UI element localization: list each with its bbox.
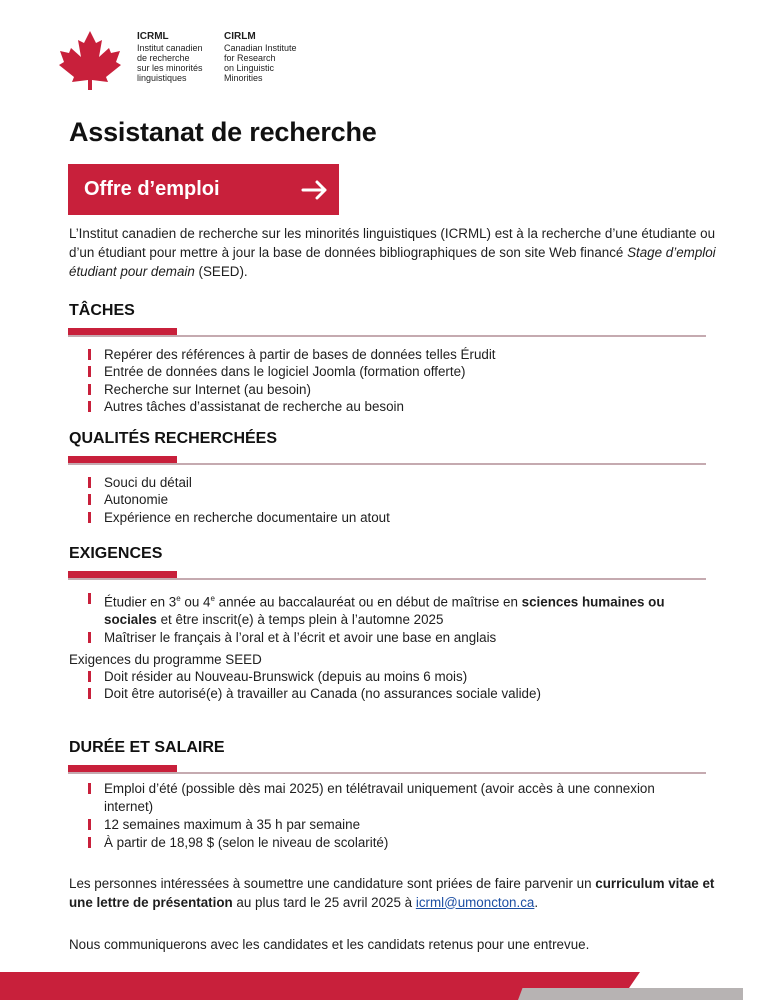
list-item: Maîtriser le français à l’oral et à l’écrit et avoir une base en anglais [88, 629, 718, 647]
list-item: Entrée de données dans le logiciel Joomla (formation offerte) [88, 363, 718, 380]
org-line: de recherche [137, 53, 190, 63]
org-line: sur les minorités [137, 63, 203, 73]
list-item: Étudier en 3e ou 4e année au baccalauréat ou en début de maîtrise en sciences humaines ou sociales et être inscrit(e) à temps plein à l’automne 2025 [88, 590, 718, 629]
org-name-en [224, 32, 297, 83]
seed-requirements-list [88, 668, 718, 703]
job-offer-label: Offre d’emploi [84, 178, 220, 200]
footer-gray-band [518, 988, 743, 1000]
org-abbr-fr: ICRML [137, 31, 169, 42]
org-line: Institut canadien [137, 43, 203, 53]
org-line: linguistiques [137, 73, 187, 83]
list-item: Recherche sur Internet (au besoin) [88, 381, 718, 398]
section-title-exigences: EXIGENCES [69, 545, 163, 562]
qualities-list [88, 474, 718, 526]
intro-text: L’Institut canadien de recherche sur les minorités linguistiques (ICRML) est à la recherche d’une étudiante ou d’un étudiant pour mettre à jour la base de données bibliographiques de son site Web financé [69, 226, 716, 260]
list-item: Doit résider au Nouveau-Brunswick (depuis au moins 6 mois) [88, 668, 718, 685]
job-offer-banner [68, 164, 339, 215]
list-item: Expérience en recherche documentaire un atout [88, 509, 718, 526]
section-title-taches: TÂCHES [69, 302, 135, 319]
list-item: Repérer des références à partir de bases de données telles Érudit [88, 346, 718, 363]
contact-email-link[interactable]: icrml@umoncton.ca [415, 894, 535, 910]
list-item: Autonomie [88, 491, 718, 508]
org-line: Minorities [224, 73, 263, 83]
section-divider [68, 456, 706, 466]
section-divider [68, 765, 706, 775]
list-item: Emploi d’été (possible dès mai 2025) en télétravail uniquement (avoir accès à une connexion internet) [88, 780, 668, 816]
org-line: Canadian Institute [224, 43, 297, 53]
section-title-duree: DURÉE ET SALAIRE [69, 739, 225, 756]
org-line: for Research [224, 53, 276, 63]
section-divider [68, 571, 706, 581]
seed-requirements-title: Exigences du programme SEED [69, 652, 262, 667]
requirements-list [88, 590, 718, 647]
list-item: À partir de 18,98 $ (selon le niveau de scolarité) [88, 834, 668, 852]
list-item: 12 semaines maximum à 35 h par semaine [88, 816, 668, 834]
section-title-qualites: QUALITÉS RECHERCHÉES [69, 430, 278, 447]
closing-note: Nous communiquerons avec les candidates et les candidats retenus pour une entrevue. [69, 937, 590, 952]
task-list [88, 346, 718, 415]
org-abbr-en: CIRLM [224, 31, 256, 42]
intro-paragraph [69, 224, 729, 281]
section-divider [68, 328, 706, 338]
list-item: Autres tâches d’assistanat de recherche au besoin [88, 398, 718, 415]
org-name-fr [137, 32, 203, 83]
arrow-right-icon [301, 180, 329, 200]
page-title: Assistanat de recherche [69, 117, 377, 147]
duration-salary-list [88, 780, 668, 852]
list-item: Souci du détail [88, 474, 718, 491]
maple-leaf-icon [58, 30, 122, 90]
list-item: Doit être autorisé(e) à travailler au Canada (no assurances sociale valide) [88, 685, 718, 702]
org-line: on Linguistic [224, 63, 275, 73]
intro-text-end: (SEED). [194, 264, 248, 279]
application-instructions: Les personnes intéressées à soumettre une candidature sont priées de faire parvenir un curriculum vitae et une lettre de présentation au plus tard le 25 avril 2025 à icrml@umoncton.ca. [69, 876, 715, 910]
program-name: Stage d’emploi étudiant pour demain [69, 245, 716, 279]
